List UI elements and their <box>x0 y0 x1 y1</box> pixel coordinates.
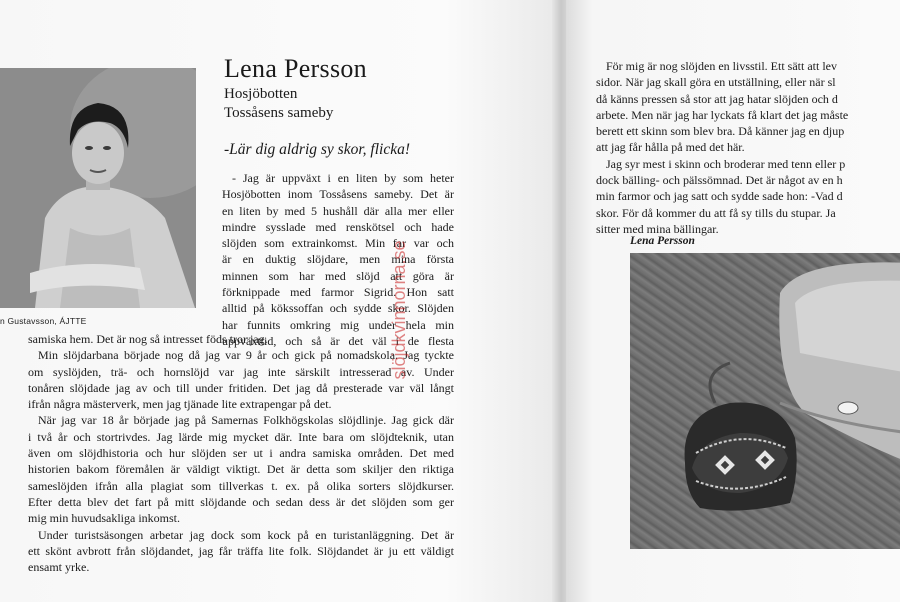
column-line: uppväxttid, och så är det väl i de flesta <box>222 333 454 348</box>
sameby-name: Tossåsens sameby <box>224 105 334 121</box>
quote-heading: -Lär dig aldrig sy skor, flicka! <box>224 141 410 158</box>
right-body-line: sidor. När jag skall göra en utställning, eller när sl <box>596 75 836 90</box>
column-line: slöjden som extrainkomst. Min far var och <box>222 236 454 251</box>
body-line: sameslöjden ifrån alla plagiat som tillverkas t. ex. på olika sorters slöjdkurser. <box>28 478 454 493</box>
body-line: samiska hem. Det är nog så intresset föds tror jag. <box>28 332 268 346</box>
bag-photo <box>630 253 900 549</box>
portrait-illustration <box>0 68 196 308</box>
body-line: När jag var 18 år började jag på Samernas Folkhögskolas slöjdlinje. Jag gick där <box>38 413 454 428</box>
right-body-line: min farmor och jag satt och sydde sade hon: -Vad d <box>596 189 843 204</box>
column-line: en liten by med 5 hushåll där alla mer eller <box>222 203 454 218</box>
column-line: har funnits omkring mig under hela min <box>222 317 454 332</box>
right-body-line: Jag syr mest i skinn och broderar med tenn eller p <box>606 156 846 171</box>
right-body-line: arbete. Men när jag har lyckats få klart det jag måste <box>596 107 849 122</box>
body-line: om syslöjden, trä- och hornslöjd var jag inte särskilt intresserad av. Under <box>28 364 454 379</box>
right-body-line: skor. För då kommer du att få sy tills du stupar. Ja <box>596 205 836 220</box>
right-photo-caption: Lena Persson <box>630 235 695 247</box>
photo-caption: n Gustavsson, ÁJTTE <box>0 316 87 326</box>
right-body-line: berett ett skinn som blev bra. Då känner jag en djup <box>596 124 845 139</box>
right-body-line: För mig är nog slöjden en livsstil. Ett sätt att lev <box>606 59 837 73</box>
right-page <box>566 0 900 602</box>
right-body-line: då känns pressen så stor att jag hatar slöjden och d <box>596 91 838 106</box>
column-line: förknippade med farmor Sigrid. Hon satt <box>222 285 454 300</box>
column-line: är en duktig slöjdare, men mina första <box>222 252 454 267</box>
watermark-text: slöjdkvinnorna.se <box>389 240 409 380</box>
column-line: mindre sysslade med renskötsel och hade <box>222 219 454 234</box>
column-line: alltid på kökssoffan och sydde skor. Slöjden <box>222 301 454 316</box>
body-line: ensamt yrke. <box>28 560 90 575</box>
column-line: - Jag är uppväxt i en liten by som heter <box>232 171 454 185</box>
body-line: Min slöjdarbana började nog då jag var 9 år och gick på nomadskola. Jag tyckte <box>38 348 454 363</box>
column-line: minnen som har med slöjd att göra är <box>222 268 454 283</box>
body-line: tonåren slöjdade jag av och till under fritiden. Det jag då presterade var väl långt <box>28 380 454 395</box>
right-body-line: sitter med mina bällingar. <box>596 221 719 236</box>
place-name: Hosjöbotten <box>224 86 298 102</box>
right-body-text <box>596 58 900 237</box>
bag-illustration <box>630 253 900 549</box>
body-line: ett skönt avbrott från slöjdandet, jag får träffa lite folk. Slöjdandet är ju ett väldigt <box>28 543 454 558</box>
body-line: historien bakom föremålen är väldigt viktigt. Det är detta som skiljer den riktiga <box>28 462 454 477</box>
body-line: i två år och stortrivdes. Jag lärde mig mycket där. Inte bara om slöjdteknik, utan <box>28 429 454 444</box>
artist-name: Lena Persson <box>224 54 367 83</box>
right-body-line: dock bälling- och pälssömnad. Det är något av en h <box>596 173 843 188</box>
body-line: Under turistsäsongen arbetar jag dock som kock på en turistanläggning. Det är <box>38 527 454 542</box>
body-line: ifrån några mästerverk, men jag tjänade lite extrapengar på det. <box>28 397 332 412</box>
portrait-photo <box>0 68 196 308</box>
column-line: Hosjöbotten inom Tossåsens sameby. Det är <box>222 187 454 202</box>
body-line: mig min huvudsakliga inkomst. <box>28 511 180 526</box>
right-body-line: att jag får hålla på med det här. <box>596 140 745 155</box>
body-line: även om slöjdhistoria och hur slöjden ser ut i andra samiska områden. Det med <box>28 446 454 461</box>
body-line: Efter detta blev det fart på mitt slöjdande och sedan dess är det slöjden som ger <box>28 494 454 509</box>
watermark <box>385 200 425 420</box>
